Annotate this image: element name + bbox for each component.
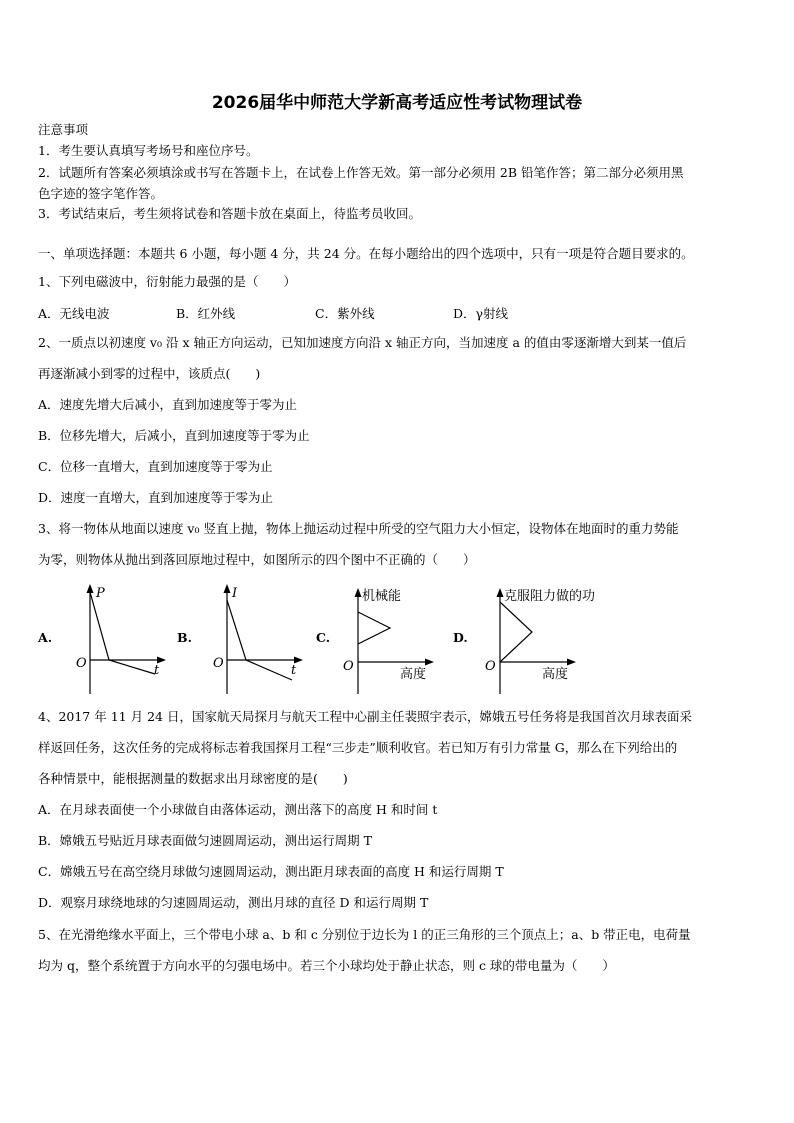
graph-a-ylabel: P [96,586,105,601]
question-2-stem: 2、一质点以初速度 v₀ 沿 x 轴正方向运动，已知加速度方向沿 x 轴正方向，当加速度 a 的值由零逐渐增大到某一值后 [38,335,687,350]
q2-option-d: D．速度一直增大，直到加速度等于零为止 [38,490,274,505]
graph-d-x-arrow [567,659,576,666]
section-heading: 一、单项选择题：本题共 6 小题，每小题 4 分，共 24 分。在每小题给出的四个选项中，只有一项是符合题目要求的。 [38,246,694,261]
notice-item: 2．试题所有答案必须填涂或书写在答题卡上，在试卷上作答无效。第一部分必须用 2B 铅笔作答；第二部分必须用黑 [38,165,684,180]
graph-a-label: A. [38,630,53,645]
graph-b [207,582,307,698]
notice-heading: 注意事项 [38,122,89,137]
exam-title: 2026届华中师范大学新高考适应性考试物理试卷 [211,93,583,113]
q1-option-d: D．γ射线 [453,306,508,321]
question-2-stem-cont: 再逐渐减小到零的过程中，该质点( ) [38,366,261,381]
graph-d-xlabel: 高度 [542,667,569,682]
question-5-stem: 5、在光滑绝缘水平面上，三个带电小球 a、b 和 c 分别位于边长为 l 的正三角形的三个顶点上；a、b 带正电，电荷量 [38,927,691,942]
graph-a [70,582,170,698]
graph-a-curve [90,592,155,674]
graph-d-label: D. [453,630,468,645]
q1-option-a: A．无线电波 [38,306,110,321]
question-3-stem-cont: 为零，则物体从抛出到落回原地过程中，如图所示的四个图中不正确的（ ） [38,552,476,567]
q4-option-b: B．嫦娥五号贴近月球表面做匀速圆周运动，测出运行周期 T [38,833,372,848]
q1-option-b: B．红外线 [176,306,236,321]
graph-c [340,582,440,698]
graph-c-ylabel: 机械能 [362,589,402,604]
question-4-stem-cont: 各种情景中，能根据测量的数据求出月球密度的是( ) [38,771,348,786]
graph-d-y-arrow [497,588,504,597]
notice-item: 1．考生要认真填写考场号和座位序号。 [38,143,259,158]
q2-option-a: A．速度先增大后减小，直到加速度等于零为止 [38,397,298,412]
question-4-stem-cont: 样返回任务，这次任务的完成将标志着我国探月工程“三步走”顺利收官。若已知万有引力常量 G，那么在下列给出的 [38,740,678,755]
q2-option-c: C．位移一直增大，直到加速度等于零为止 [38,459,273,474]
q2-option-b: B．位移先增大，后减小，直到加速度等于零为止 [38,428,310,443]
graph-a-origin: O [76,656,87,671]
graph-b-xlabel: t [291,663,297,678]
notice-item: 色字迹的签字笔作答。 [38,186,164,201]
graph-c-label: C. [316,630,331,645]
graph-d [482,582,617,698]
graph-b-y-arrow [224,584,231,593]
graph-d-ylabel: 克服阻力做的功 [504,589,596,604]
graph-c-curve [358,612,390,644]
graph-b-curve [227,600,292,680]
graph-d-curve [500,602,532,662]
notice-item: 3．考试结束后，考生须将试卷和答题卡放在桌面上，待监考员收回。 [38,206,421,221]
graph-c-x-arrow [425,659,434,666]
q1-option-c: C．紫外线 [315,306,375,321]
question-4-stem: 4、2017 年 11 月 24 日，国家航天局探月与航天工程中心副主任裴照宇表示，嫦娥五号任务将是我国首次月球表面采 [38,709,692,724]
graph-d-origin: O [485,659,496,674]
q4-option-c: C．嫦娥五号在高空绕月球做匀速圆周运动，测出距月球表面的高度 H 和运行周期 T [38,864,504,879]
question-3-stem: 3、将一物体从地面以速度 v₀ 竖直上抛，物体上抛运动过程中所受的空气阻力大小恒定，设物体在地面时的重力势能 [38,521,679,536]
graph-c-origin: O [343,659,354,674]
graph-c-y-arrow [355,588,362,597]
question-1-stem: 1、下列电磁波中，衍射能力最强的是（ ） [38,274,296,289]
q4-option-a: A．在月球表面使一个小球做自由落体运动，测出落下的高度 H 和时间 t [38,802,438,817]
graph-c-xlabel: 高度 [400,667,427,682]
question-5-stem-cont: 均为 q，整个系统置于方向水平的匀强电场中。若三个小球均处于静止状态，则 c 球的带电量为（ ） [38,958,615,973]
graph-b-label: B. [177,630,192,645]
graph-b-origin: O [213,656,224,671]
graph-b-ylabel: I [232,586,238,601]
q4-option-d: D．观察月球绕地球的匀速圆周运动，测出月球的直径 D 和运行周期 T [38,895,429,910]
graph-a-y-arrow [87,584,94,593]
graph-a-xlabel: t [154,663,160,678]
